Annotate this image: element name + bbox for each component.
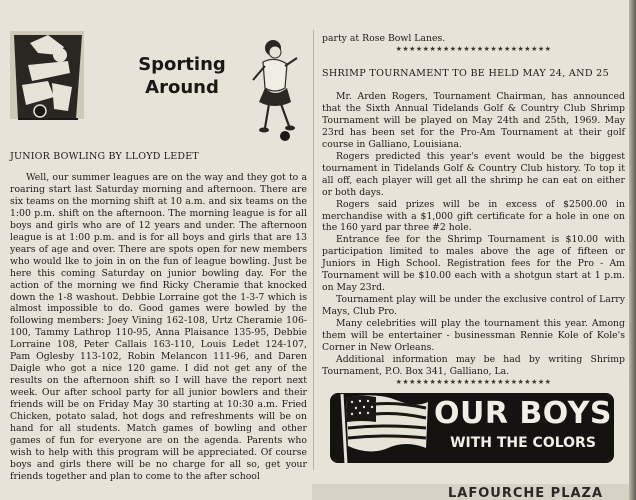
article-paragraph: Additional information may be had by writing Shrimp Tournament, P.O. Box 341, Galliano, La. — [322, 353, 625, 377]
article-paragraph: Many celebrities will play the tournament this year. Among them will be entertainer - businessman Rennie Kole of Kole's Corner in New Orleans. — [322, 318, 625, 354]
article-byline: JUNIOR BOWLING BY LLOYD LEDET — [10, 151, 199, 162]
article-headline: SHRIMP TOURNAMENT TO BE HELD MAY 24, AND 25 — [322, 68, 609, 79]
bowler-illustration — [8, 25, 88, 123]
star-divider: ★★★★★★★★★★★★★★★★★★★★★★★ — [395, 377, 552, 386]
continued-text: party at Rose Bowl Lanes. — [322, 33, 446, 44]
article-paragraph: Rogers predicted this year's event would be the biggest tournament in Tidelands Golf & Country Club history. To top it all off, each player will get all the shrimp he can eat on either or both days. — [322, 150, 625, 198]
junior-bowling-article — [10, 172, 307, 483]
shrimp-tournament-article — [322, 33, 625, 387]
column-divider — [313, 30, 314, 470]
advert-title: OUR BOYS — [433, 396, 613, 431]
girl-bowler-illustration — [245, 36, 303, 142]
advert-subtitle: WITH THE COLORS — [450, 435, 596, 451]
star-divider: ★★★★★★★★★★★★★★★★★★★★★★★ — [395, 45, 552, 53]
article-paragraph: Well, our summer leagues are on the way and they got to a roaring start last Saturday morning and afternoon. There are six teams on the morning shift at 10 a.m. and six teams on the 1:00 p.m. shift on the afternoon. The morning league is for all boys and girls who are of 12 years and under. The afternoon league is at 1:00 p.m. and is for all boys and girls that are 13 years of age and over. There are spots open for new members who would lke to join in on the fun of league bowling. Just be here this coming Saturday on junior bowling day. For the action of the morning we find Ricky Cheramie that knocked down the 1-8 washout. Debbie Lorraine got the 1-3-7 which is almost impossible to do. Good games were bowled by the following members: Joey Vining 162-108, Urtz Cheramie 106-100, Tammy Lathrop 110-95, Anna Plaisance 135-95, Debbie Lorraine 108, Peter Callais 163-110, Louis Ledet 124-107, Pam Oglesby 113-102, Robin Melancon 111-96, and Daren Daigle who got a nice 120 game. I did not get any of the results on the afternoon shift so I will have the report next week. Our after school party for all junior bowlers and their friends will be on Friday May 30 starting at 10:30 a.m. Fried Chicken, potato salad, hot dogs and refreshments will be on hand for all students. Match games of bowling and other games of fun for everyone are on the agenda. Parents who wish to help with this program will be appreciated. Of course boys and girls there will be no charge for all so, get your friends together and plan to come to the after school — [10, 172, 307, 482]
page-edge-shadow — [629, 0, 636, 500]
column-title — [122, 53, 242, 99]
column-title-line2: Around — [145, 77, 219, 98]
article-paragraph: Entrance fee for the Shrimp Tournament is $10.00 with participation limited to males above the age of fifteen or Juniors in High School. Registration fees for the Pro - Am Tournament will be $10.00 each with a shotgun start at 1 p.m. on May 23rd. — [322, 234, 625, 294]
american-flag-icon — [336, 390, 432, 466]
partial-advert-text: LAFOURCHE PLAZA — [448, 486, 604, 500]
article-paragraph: Rogers said prizes will be in excess of $2500.00 in merchandise with a $1,000 gift certificate for a hole in one on the 160 yard par three #2 hole. — [322, 198, 625, 234]
article-paragraph: Mr. Arden Rogers, Tournament Chairman, has announced that the Sixth Annual Tidelands Golf & Country Club Shrimp Tournament will be played on May 24th and 25th, 1969. May 23rd has been set for the Pro-Am Tournament at their golf course in Galliano, Louisiana. — [322, 91, 625, 150]
article-paragraph: Tournament play will be under the exclusive control of Larry Mays, Club Pro. — [322, 294, 625, 318]
column-title-line1: Sporting — [138, 54, 226, 75]
